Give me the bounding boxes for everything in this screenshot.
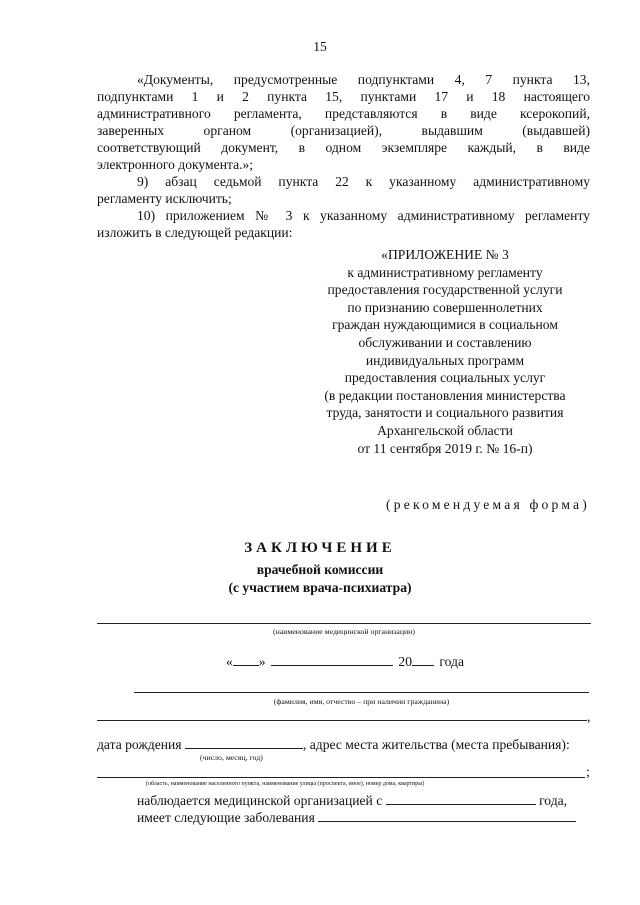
body-p3-line-1: 10) приложением № 3 к указанному административному регламенту	[137, 208, 590, 223]
appendix-line: обслуживании и составлению	[358, 334, 532, 350]
body-p1-line-6: электронного документа.»;	[97, 157, 254, 172]
body-p1-line-1: «Документы, предусмотренные подпунктами 4, 7 пункта 13,	[137, 72, 590, 87]
observed-date-field[interactable]	[386, 792, 536, 805]
body-p3-line-2: изложить в следующей редакции:	[97, 225, 293, 240]
observed-line	[137, 792, 567, 809]
body-p1-line-2: подпунктами 1 и 2 пункта 15, пунктами 17 и 18 настоящего	[97, 89, 590, 104]
appendix-header	[300, 246, 590, 457]
diseases-line	[137, 809, 576, 826]
observed-suffix: года,	[539, 793, 568, 808]
birth-address-line	[97, 736, 570, 753]
blank-line-1[interactable]	[97, 720, 587, 721]
org-name-line[interactable]	[97, 623, 591, 624]
appendix-line: труда, занятости и социального развития	[326, 405, 564, 421]
diseases-label: имеет следующие заболевания	[137, 810, 315, 825]
appendix-line: предоставления социальных услуг	[344, 370, 546, 386]
body-p1-line-3: административного регламента, представляются в виде ксерокопий,	[97, 106, 590, 121]
fio-caption: (фамилия, имя, отчество – при наличии гражданина)	[273, 697, 450, 706]
appendix-line: по признанию совершеннолетних	[347, 299, 543, 315]
birth-date-field[interactable]	[185, 736, 303, 749]
appendix-line: от 11 сентября 2019 г. № 16-п)	[357, 440, 533, 456]
body-p2-line-2: регламенту исключить;	[97, 191, 232, 206]
appendix-line: предоставления государственной услуги	[327, 282, 563, 298]
date-close-quote: »	[258, 654, 266, 669]
recommended-form-note: (рекомендуемая форма)	[386, 497, 590, 512]
diseases-field[interactable]	[318, 809, 576, 822]
appendix-line: (в редакции постановления министерства	[324, 387, 566, 403]
body-p2-line-1: 9) абзац седьмой пункта 22 к указанному административному	[137, 174, 590, 189]
page-number: 15	[313, 39, 327, 54]
date-day-field[interactable]	[233, 653, 259, 666]
observed-label: наблюдается медицинской организацией с	[137, 793, 383, 808]
address-caption: (область, наименование населенного пункта, наименование улицы (проспекта, иное), номер дома, квартиры)	[146, 781, 425, 787]
body-p1-line-4: заверенных органом (организацией), выдавшим (выдавшей)	[97, 123, 590, 138]
document-subtitle-2: (с участием врача-психиатра)	[228, 580, 412, 595]
fio-line[interactable]	[134, 692, 589, 693]
appendix-line: индивидуальных программ	[365, 352, 525, 368]
appendix-line: Архангельской области	[377, 422, 513, 438]
date-year-field[interactable]	[412, 653, 434, 666]
date-month-field[interactable]	[271, 653, 393, 666]
document-title: ЗАКЛЮЧЕНИЕ	[244, 540, 396, 556]
address-label: , адрес места жительства (места пребывания):	[302, 737, 570, 752]
date-open-quote: «	[226, 654, 233, 669]
address-line[interactable]	[97, 777, 585, 778]
body-p1-line-5: соответствующий документ, в одном экземпляре каждый, в виде	[97, 140, 590, 155]
appendix-line: «ПРИЛОЖЕНИЕ № 3	[381, 247, 509, 262]
date-line	[226, 653, 464, 670]
appendix-line: к административному регламенту	[347, 264, 543, 280]
date-year-suffix: года	[439, 654, 464, 669]
birth-date-label: дата рождения	[97, 737, 182, 752]
appendix-line: граждан нуждающимися в социальном	[332, 317, 558, 333]
document-subtitle: врачебной комиссии	[256, 562, 384, 577]
birth-date-caption: (число, месяц, год)	[200, 753, 263, 762]
org-name-caption: (наименование медицинской организации)	[273, 627, 415, 636]
date-year-prefix: 20	[398, 654, 412, 669]
blank-line-1-comma: ,	[587, 709, 591, 724]
address-line-end: ;	[586, 764, 590, 779]
